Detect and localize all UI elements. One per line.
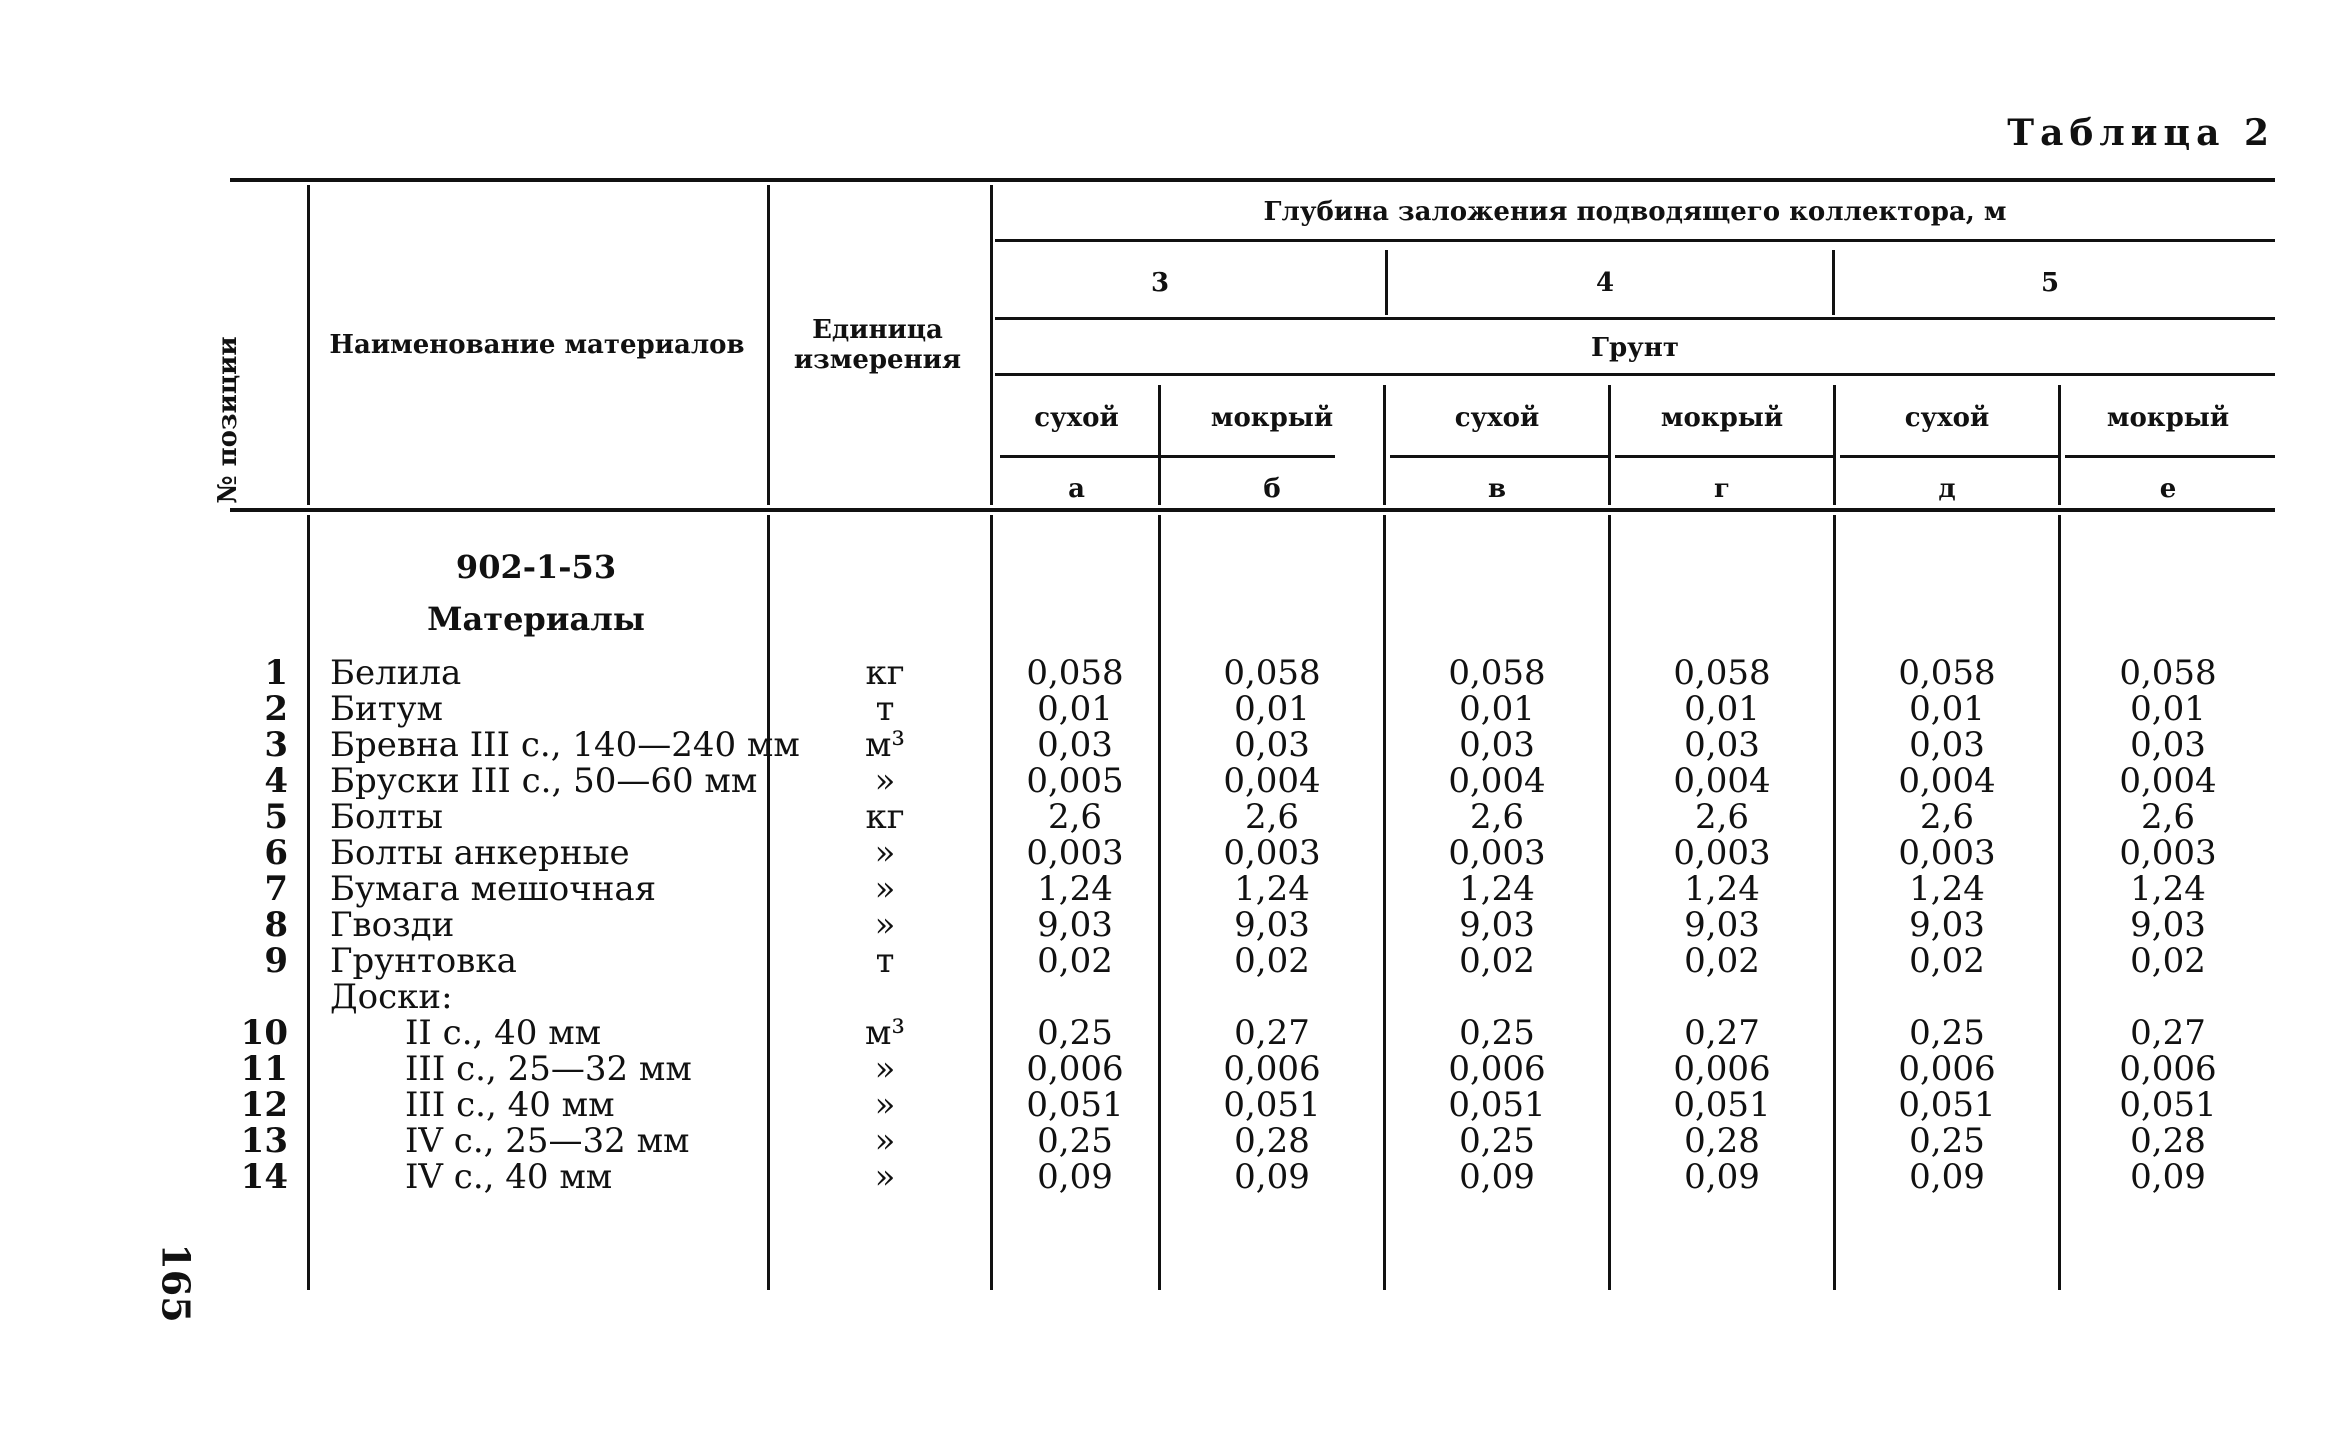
row-position: 14	[240, 1157, 288, 1197]
row-value: 0,051	[2119, 1085, 2217, 1125]
row-position: 11	[240, 1049, 288, 1089]
header-soil: Грунт	[1591, 333, 1679, 363]
row-position: 10	[240, 1013, 288, 1053]
row-value: 1,24	[2130, 869, 2206, 909]
vrule-body-8	[2058, 515, 2061, 1290]
row-value: 0,25	[1909, 1121, 1985, 1161]
row-value: 0,058	[2119, 653, 2217, 693]
row-unit: »	[874, 1157, 896, 1197]
header-cond-b: мокрый	[1210, 403, 1334, 433]
row-value: 2,6	[1919, 797, 1975, 837]
row-value: 1,24	[1684, 869, 1760, 909]
row-value: 0,006	[1898, 1049, 1996, 1089]
row-value: 0,28	[2130, 1121, 2206, 1161]
section-title: Материалы	[427, 600, 645, 638]
row-value: 0,003	[1898, 833, 1996, 873]
row-value: 0,02	[2130, 941, 2206, 981]
row-unit: т	[875, 689, 895, 729]
row-value: 0,25	[1459, 1121, 1535, 1161]
row-value: 0,09	[1234, 1157, 1310, 1197]
row-material-name: Гвозди	[330, 905, 455, 945]
row-value: 0,004	[1223, 761, 1321, 801]
rule-under-conditions-3	[1615, 455, 1835, 458]
row-value: 0,003	[1223, 833, 1321, 873]
row-value: 2,6	[1047, 797, 1103, 837]
row-material-name: III с., 25—32 мм	[405, 1049, 692, 1089]
row-value: 0,02	[1234, 941, 1310, 981]
row-value: 0,058	[1898, 653, 1996, 693]
row-value: 0,006	[1673, 1049, 1771, 1089]
row-value: 0,27	[2130, 1013, 2206, 1053]
rule-under-depths	[995, 317, 2275, 320]
row-value: 0,09	[1909, 1157, 1985, 1197]
row-value: 0,02	[1459, 941, 1535, 981]
table-title: Таблица 2	[2007, 112, 2275, 154]
vrule-header-1	[307, 185, 310, 505]
row-value: 0,051	[1223, 1085, 1321, 1125]
row-value: 0,01	[1234, 689, 1310, 729]
row-value: 1,24	[1459, 869, 1535, 909]
row-value: 0,09	[1459, 1157, 1535, 1197]
header-depth: Глубина заложения подводящего коллектора, м	[1263, 197, 2007, 227]
vrule-body-2	[767, 515, 770, 1290]
row-value: 0,27	[1684, 1013, 1760, 1053]
row-material-name: IV с., 25—32 мм	[405, 1121, 690, 1161]
row-value: 1,24	[1234, 869, 1310, 909]
vrule-header-3	[990, 185, 993, 505]
header-cond-d: сухой	[1904, 403, 1990, 433]
row-value: 9,03	[1459, 905, 1535, 945]
header-depth-5: 5	[2040, 268, 2060, 298]
row-material-name: Бревна III с., 140—240 мм	[330, 725, 800, 765]
row-value: 2,6	[1244, 797, 1300, 837]
vrule-body-6	[1608, 515, 1611, 1290]
header-position: № позиции	[213, 336, 243, 504]
row-value: 0,28	[1684, 1121, 1760, 1161]
rule-under-depth-title	[995, 239, 2275, 242]
row-unit: »	[874, 833, 896, 873]
vrule-depth-5	[1832, 250, 1835, 315]
row-value: 0,01	[1909, 689, 1985, 729]
header-letter-a: а	[1068, 474, 1085, 504]
row-unit: »	[874, 869, 896, 909]
row-material-name: Белила	[330, 653, 462, 693]
row-value: 0,004	[1448, 761, 1546, 801]
row-material-name: Бруски III с., 50—60 мм	[330, 761, 758, 801]
vrule-body-7	[1833, 515, 1836, 1290]
row-value: 0,25	[1459, 1013, 1535, 1053]
row-value: 2,6	[1694, 797, 1750, 837]
row-value: 0,25	[1909, 1013, 1985, 1053]
row-value: 0,02	[1909, 941, 1985, 981]
row-unit: т	[875, 941, 895, 981]
row-unit: кг	[865, 653, 905, 693]
row-unit: м³	[864, 1013, 906, 1053]
row-value: 0,03	[1459, 725, 1535, 765]
row-value: 0,006	[1026, 1049, 1124, 1089]
vrule-depth-4	[1385, 250, 1388, 315]
row-value: 0,01	[1037, 689, 1113, 729]
row-material-name: III с., 40 мм	[405, 1085, 615, 1125]
rule-header-bottom	[230, 508, 2275, 512]
row-value: 1,24	[1037, 869, 1113, 909]
page-number: 165	[153, 1243, 199, 1323]
row-unit: »	[874, 1085, 896, 1125]
row-value: 2,6	[1469, 797, 1525, 837]
row-value: 0,01	[1684, 689, 1760, 729]
row-value: 2,6	[2140, 797, 2196, 837]
row-position: 7	[264, 869, 288, 909]
row-value: 1,24	[1909, 869, 1985, 909]
row-value: 0,003	[1673, 833, 1771, 873]
row-value: 0,005	[1026, 761, 1124, 801]
row-value: 0,01	[1459, 689, 1535, 729]
row-unit: »	[874, 761, 896, 801]
row-value: 0,01	[2130, 689, 2206, 729]
row-position: 3	[264, 725, 288, 765]
row-value: 0,058	[1448, 653, 1546, 693]
header-depth-4: 4	[1595, 268, 1615, 298]
row-position: 1	[264, 653, 288, 693]
row-position: 2	[264, 689, 288, 729]
row-value: 0,051	[1898, 1085, 1996, 1125]
row-value: 0,25	[1037, 1121, 1113, 1161]
row-value: 9,03	[1909, 905, 1985, 945]
row-value: 0,03	[1037, 725, 1113, 765]
header-letter-g: г	[1714, 474, 1730, 504]
row-value: 0,006	[2119, 1049, 2217, 1089]
row-value: 0,03	[1909, 725, 1985, 765]
row-value: 0,03	[1684, 725, 1760, 765]
row-value: 0,004	[1673, 761, 1771, 801]
rule-top	[230, 178, 2275, 182]
row-value: 0,28	[1234, 1121, 1310, 1161]
row-value: 0,058	[1673, 653, 1771, 693]
row-value: 0,003	[1026, 833, 1124, 873]
row-value: 0,004	[1898, 761, 1996, 801]
vrule-header-2	[767, 185, 770, 505]
row-value: 9,03	[1037, 905, 1113, 945]
row-value: 0,006	[1223, 1049, 1321, 1089]
row-unit: »	[874, 905, 896, 945]
row-unit: м³	[864, 725, 906, 765]
row-value: 0,09	[1684, 1157, 1760, 1197]
rule-under-conditions-2	[1390, 455, 1610, 458]
row-value: 0,09	[2130, 1157, 2206, 1197]
row-material-name: Грунтовка	[330, 941, 517, 981]
row-position: 5	[264, 797, 288, 837]
rule-under-conditions-5	[2065, 455, 2275, 458]
row-value: 0,051	[1448, 1085, 1546, 1125]
header-cond-a: сухой	[1034, 403, 1119, 433]
row-material-name: Битум	[330, 689, 443, 729]
row-value: 0,03	[1234, 725, 1310, 765]
row-position: 13	[240, 1121, 288, 1161]
section-code: 902-1-53	[455, 548, 617, 586]
row-value: 0,03	[2130, 725, 2206, 765]
row-value: 9,03	[1234, 905, 1310, 945]
row-unit: »	[874, 1049, 896, 1089]
row-value: 0,051	[1026, 1085, 1124, 1125]
row-value: 0,051	[1673, 1085, 1771, 1125]
row-unit: кг	[865, 797, 905, 837]
row-value: 9,03	[2130, 905, 2206, 945]
header-letter-b: б	[1263, 474, 1281, 504]
row-value: 0,058	[1026, 653, 1124, 693]
row-value: 0,25	[1037, 1013, 1113, 1053]
row-material-name: Доски:	[330, 977, 453, 1017]
row-value: 0,09	[1037, 1157, 1113, 1197]
row-material-name: II с., 40 мм	[405, 1013, 602, 1053]
row-material-name: IV с., 40 мм	[405, 1157, 613, 1197]
row-value: 0,003	[1448, 833, 1546, 873]
row-value: 0,27	[1234, 1013, 1310, 1053]
header-material: Наименование материалов	[329, 330, 745, 360]
rule-under-conditions-4	[1840, 455, 2060, 458]
row-material-name: Бумага мешочная	[330, 869, 657, 909]
header-letter-e: е	[2159, 474, 2177, 504]
header-depth-3: 3	[1150, 268, 1170, 298]
header-letter-v: в	[1487, 474, 1507, 504]
row-value: 0,004	[2119, 761, 2217, 801]
rule-under-soil	[995, 373, 2275, 376]
header-unit: Единица измерения	[793, 315, 962, 375]
row-value: 0,02	[1684, 941, 1760, 981]
row-position: 9	[264, 941, 288, 981]
row-position: 4	[264, 761, 288, 801]
row-material-name: Болты	[330, 797, 443, 837]
header-cond-e: мокрый	[2106, 403, 2230, 433]
rule-under-conditions-1	[1000, 455, 1335, 458]
header-cond-g: мокрый	[1660, 403, 1784, 433]
row-position: 8	[264, 905, 288, 945]
row-value: 0,02	[1037, 941, 1113, 981]
row-position: 12	[240, 1085, 288, 1125]
row-value: 0,058	[1223, 653, 1321, 693]
header-letter-d: д	[1938, 474, 1956, 504]
row-material-name: Болты анкерные	[330, 833, 630, 873]
vrule-body-5	[1383, 515, 1386, 1290]
row-unit: »	[874, 1121, 896, 1161]
row-position: 6	[264, 833, 288, 873]
row-value: 9,03	[1684, 905, 1760, 945]
header-cond-v: сухой	[1454, 403, 1540, 433]
row-value: 0,006	[1448, 1049, 1546, 1089]
row-value: 0,003	[2119, 833, 2217, 873]
